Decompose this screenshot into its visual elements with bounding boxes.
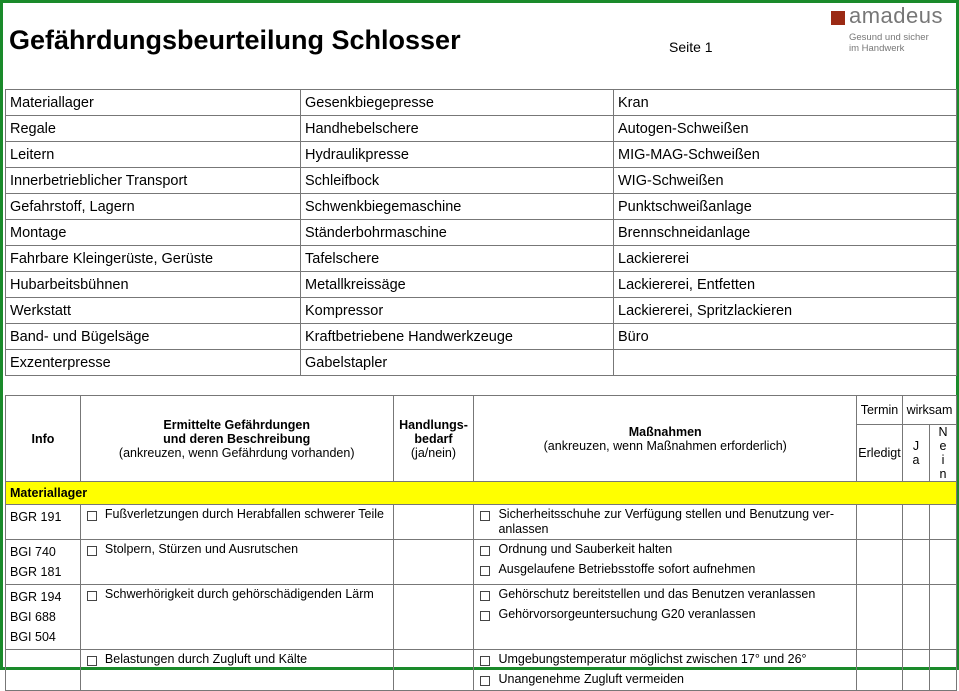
measure-cell	[474, 505, 857, 540]
checkbox[interactable]	[87, 511, 97, 521]
reference-code: BGI 504	[10, 630, 56, 644]
area-cell: Werkstatt	[6, 298, 301, 324]
nein-cell[interactable]	[929, 540, 956, 585]
area-cell: Schwenkbiegemaschine	[301, 194, 614, 220]
area-cell: Leitern	[6, 142, 301, 168]
area-cell: Materiallager	[6, 90, 301, 116]
area-cell: Lackiererei, Spritzlackieren	[614, 298, 957, 324]
hazard-text: Schwerhörigkeit durch gehörschädigenden Lärm	[104, 587, 374, 601]
area-cell: Schleifbock	[301, 168, 614, 194]
area-row	[6, 350, 957, 376]
measure-item	[474, 670, 856, 690]
table-row	[6, 505, 957, 540]
need-cell[interactable]	[393, 650, 474, 691]
header-nein: N e i n	[929, 425, 956, 482]
area-cell: Autogen-Schweißen	[614, 116, 957, 142]
area-row	[6, 90, 957, 116]
checkbox[interactable]	[87, 546, 97, 556]
area-row	[6, 116, 957, 142]
header-need-sub: (ja/nein)	[410, 445, 457, 460]
logo-square-icon	[831, 11, 845, 25]
area-cell: Handhebelschere	[301, 116, 614, 142]
measure-item	[474, 540, 856, 560]
area-cell: Lackiererei, Entfetten	[614, 272, 957, 298]
checkbox[interactable]	[480, 676, 490, 686]
logo-name: amadeus	[849, 3, 944, 28]
area-row	[6, 220, 957, 246]
checkbox[interactable]	[87, 656, 97, 666]
reference-cell	[6, 540, 81, 585]
hazard-item	[81, 585, 393, 605]
table-header-row	[6, 396, 957, 425]
checkbox[interactable]	[480, 656, 490, 666]
area-cell: Regale	[6, 116, 301, 142]
ja-cell[interactable]	[902, 540, 929, 585]
area-cell: WIG-Schweißen	[614, 168, 957, 194]
area-cell: Exzenterpresse	[6, 350, 301, 376]
erledigt-cell[interactable]	[857, 650, 903, 691]
reference-code: BGR 194	[10, 590, 62, 604]
header-hazards-line-2: und deren Beschreibung	[163, 431, 311, 446]
header-need-line-2: bedarf	[414, 431, 453, 446]
area-cell: Punktschweißanlage	[614, 194, 957, 220]
hazard-text: Belastungen durch Zugluft und Kälte	[104, 652, 308, 666]
measure-item	[474, 585, 856, 605]
area-row	[6, 324, 957, 350]
area-cell: Gabelstapler	[301, 350, 614, 376]
area-cell: Kraftbetriebene Handwerkzeuge	[301, 324, 614, 350]
checkbox[interactable]	[480, 566, 490, 576]
measure-text: Gehörvorsorgeuntersuchung G20 veranlassen	[498, 607, 756, 621]
header-ja: J a	[902, 425, 929, 482]
area-cell: Innerbetrieblicher Transport	[6, 168, 301, 194]
ja-cell[interactable]	[902, 585, 929, 650]
logo	[831, 3, 951, 57]
measure-text: Ausgelaufene Betriebsstoffe sofort aufnehmen	[498, 562, 756, 576]
logo-tagline-line-2: im Handwerk	[849, 43, 905, 54]
hazard-cell	[80, 505, 393, 540]
section-row	[6, 482, 957, 505]
area-cell: Kompressor	[301, 298, 614, 324]
area-cell: Lackiererei	[614, 246, 957, 272]
area-cell: Hubarbeitsbühnen	[6, 272, 301, 298]
ja-cell[interactable]	[902, 505, 929, 540]
checkbox[interactable]	[87, 591, 97, 601]
area-cell: Ständerbohrmaschine	[301, 220, 614, 246]
area-row	[6, 194, 957, 220]
header-hazards-line-1: Ermittelte Gefährdungen	[163, 417, 310, 432]
need-cell[interactable]	[393, 585, 474, 650]
header-hazards-sub: (ankreuzen, wenn Gefährdung vorhanden)	[118, 445, 355, 460]
measure-cell	[474, 540, 857, 585]
header-measures-title: Maßnahmen	[628, 424, 702, 439]
hazard-item	[81, 650, 393, 670]
ja-cell[interactable]	[902, 650, 929, 691]
area-cell: Gefahrstoff, Lagern	[6, 194, 301, 220]
header-termin: Termin	[857, 396, 903, 425]
assessment-table	[5, 395, 957, 691]
header-wirksam: wirksam	[902, 396, 956, 425]
measure-item	[474, 505, 856, 539]
checkbox[interactable]	[480, 611, 490, 621]
header-info: Info	[6, 396, 81, 482]
reference-cell	[6, 585, 81, 650]
measure-text: Ordnung und Sauberkeit halten	[498, 542, 673, 556]
area-row	[6, 246, 957, 272]
reference-code: BGI 688	[10, 610, 56, 624]
area-row	[6, 168, 957, 194]
nein-cell[interactable]	[929, 505, 956, 540]
nein-cell[interactable]	[929, 650, 956, 691]
hazard-text: Stolpern, Stürzen und Ausrutschen	[104, 542, 299, 556]
measure-item	[474, 650, 856, 670]
erledigt-cell[interactable]	[857, 585, 903, 650]
area-cell: Montage	[6, 220, 301, 246]
area-cell: Metallkreissäge	[301, 272, 614, 298]
logo-tagline-line-1: Gesund und sicher	[849, 32, 929, 43]
hazard-item	[81, 540, 393, 560]
area-cell: Band- und Bügelsäge	[6, 324, 301, 350]
need-cell[interactable]	[393, 540, 474, 585]
measure-text: Unangenehme Zugluft vermeiden	[498, 672, 684, 686]
measure-text: Gehörschutz bereitstellen und das Benutzen veranlassen	[498, 587, 816, 601]
reference-cell	[6, 650, 81, 691]
measure-item	[474, 605, 856, 625]
hazard-cell	[80, 540, 393, 585]
reference-code: BGI 740	[10, 545, 56, 559]
header-hazards	[80, 396, 393, 482]
area-row	[6, 142, 957, 168]
area-cell: Tafelschere	[301, 246, 614, 272]
page-number: Seite 1	[669, 39, 713, 55]
work-areas-table	[5, 89, 957, 376]
reference-code: BGR 181	[10, 565, 62, 579]
checkbox[interactable]	[480, 511, 490, 521]
measure-cell	[474, 650, 857, 691]
area-row	[6, 298, 957, 324]
area-cell: Gesenkbiegepresse	[301, 90, 614, 116]
measure-item	[474, 560, 856, 580]
reference-code: BGR 191	[10, 510, 62, 524]
table-row	[6, 540, 957, 585]
measure-text: Umgebungstemperatur möglichst zwischen 17° und 26°	[498, 652, 807, 666]
hazard-item	[81, 505, 393, 525]
logo-tagline	[849, 32, 929, 54]
area-cell: Brennschneidanlage	[614, 220, 957, 246]
area-cell: Büro	[614, 324, 957, 350]
area-cell: Hydraulikpresse	[301, 142, 614, 168]
reference-cell	[6, 505, 81, 540]
erledigt-cell[interactable]	[857, 505, 903, 540]
need-cell[interactable]	[393, 505, 474, 540]
checkbox[interactable]	[480, 591, 490, 601]
measure-cell	[474, 585, 857, 650]
hazard-cell	[80, 650, 393, 691]
area-cell: MIG-MAG-Schweißen	[614, 142, 957, 168]
area-row	[6, 272, 957, 298]
checkbox[interactable]	[480, 546, 490, 556]
page-title: Gefährdungsbeurteilung Schlosser	[9, 25, 461, 55]
header-measures	[474, 396, 857, 482]
header-measures-sub: (ankreuzen, wenn Maßnahmen erforderlich)	[543, 438, 787, 453]
nein-cell[interactable]	[929, 585, 956, 650]
hazard-cell	[80, 585, 393, 650]
header-erledigt: Erledigt	[857, 425, 903, 482]
erledigt-cell[interactable]	[857, 540, 903, 585]
table-row	[6, 650, 957, 691]
section-title: Materiallager	[6, 482, 957, 505]
header-need	[393, 396, 474, 482]
area-cell: Fahrbare Kleingerüste, Gerüste	[6, 246, 301, 272]
hazard-text: Fußverletzungen durch Herabfallen schwerer Teile	[104, 507, 384, 521]
table-row	[6, 585, 957, 650]
area-cell	[614, 350, 957, 376]
measure-text: Sicherheitsschuhe zur Verfügung stellen und Benutzung ver-anlassen	[498, 507, 835, 536]
area-cell: Kran	[614, 90, 957, 116]
header-need-line-1: Handlungs-	[399, 417, 468, 432]
